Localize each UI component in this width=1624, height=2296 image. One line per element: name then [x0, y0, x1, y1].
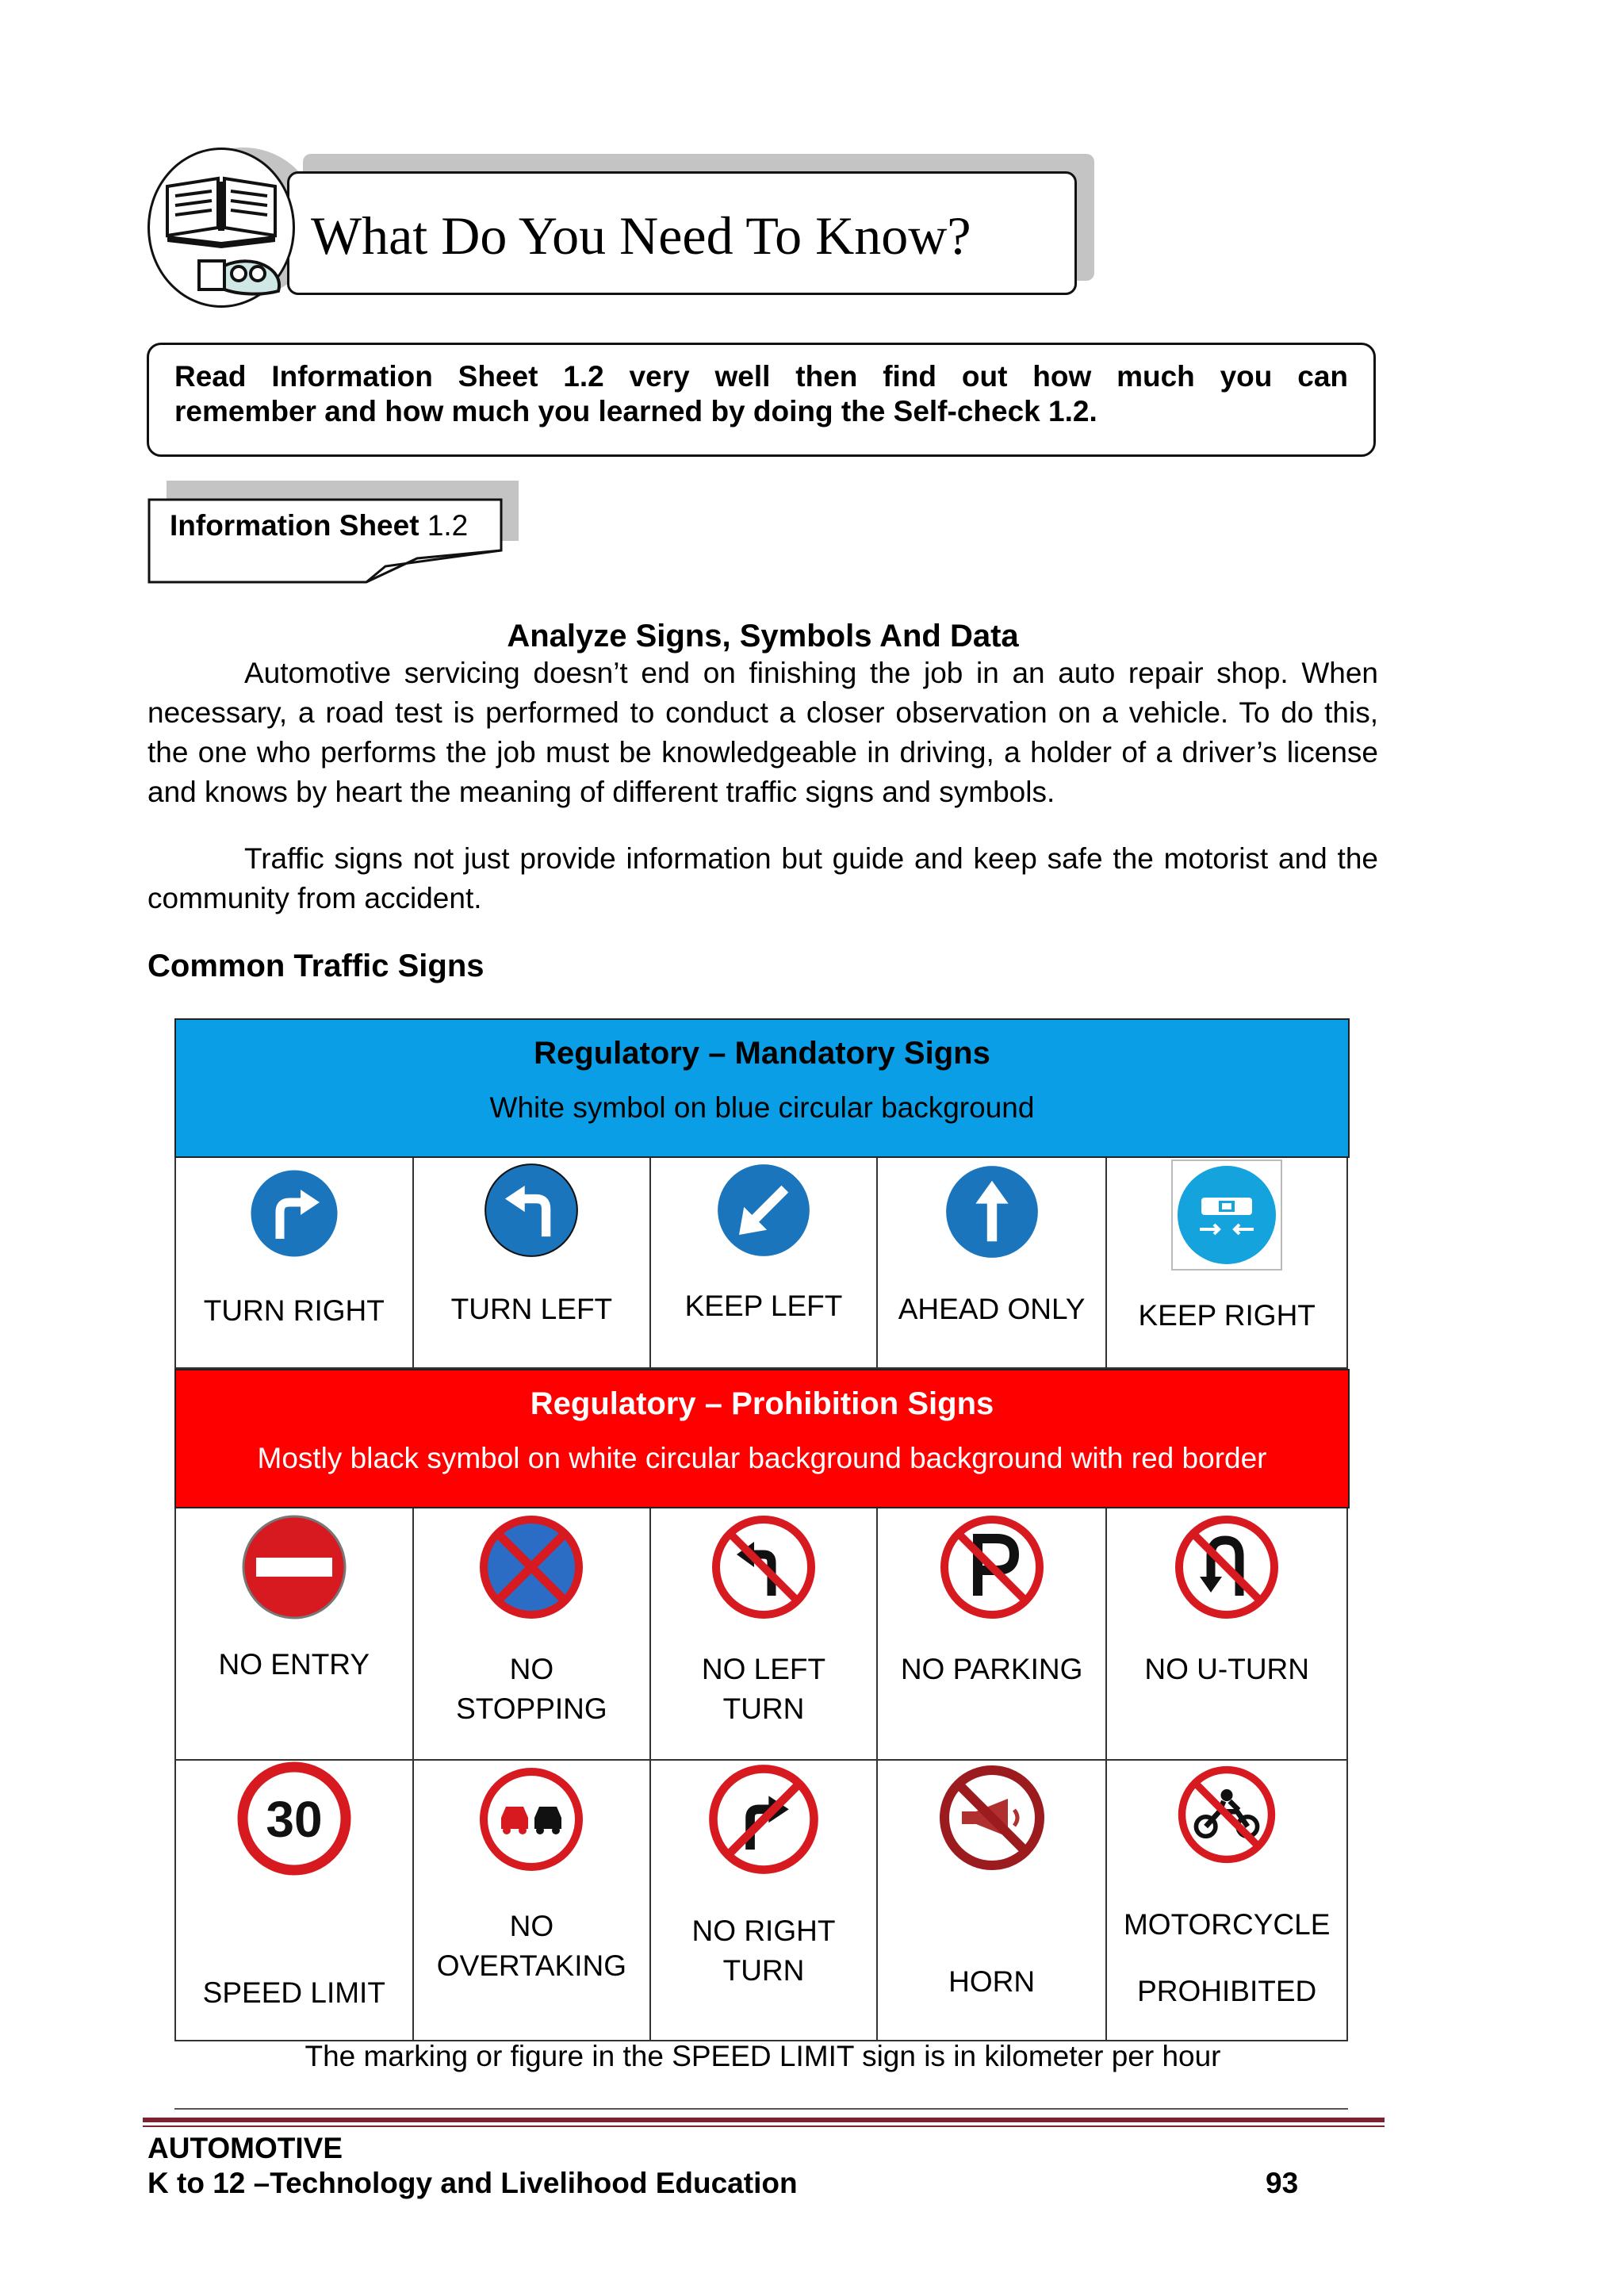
- turn-left-sign-icon: [482, 1161, 580, 1259]
- sign-label: NO: [509, 1653, 554, 1685]
- sign-label: NO ENTRY: [218, 1648, 370, 1681]
- no-parking-sign-icon: [938, 1513, 1046, 1621]
- prohibition-sign-row-1: [174, 1508, 1348, 1761]
- info-sheet-number: 1.2: [427, 509, 469, 542]
- page-title: What Do You Need To Know?: [311, 205, 971, 266]
- sign-cell-horn: [878, 1761, 1108, 2040]
- no-horn-sign-icon: [938, 1764, 1046, 1872]
- prohibition-title: Regulatory – Prohibition Signs: [530, 1386, 994, 1421]
- footer-course: K to 12 –Technology and Livelihood Education: [147, 2167, 798, 2199]
- sign-cell-no-entry: [176, 1508, 414, 1759]
- no-entry-sign-icon: [240, 1513, 348, 1621]
- info-sheet-label: [170, 509, 468, 542]
- sign-cell-no-right-turn: [651, 1761, 878, 2040]
- instruction-box: [147, 343, 1376, 457]
- sign-cell-keep-left: [651, 1158, 878, 1367]
- sign-cell-no-parking: [878, 1508, 1108, 1759]
- turn-right-sign-icon: [247, 1166, 342, 1261]
- footer-rule-secondary: [143, 2125, 1385, 2127]
- ahead-only-sign-icon: [943, 1163, 1041, 1261]
- sign-label: SPEED LIMIT: [202, 1976, 385, 2009]
- sign-cell-no-overtaking: [414, 1761, 652, 2040]
- sign-label: MOTORCYCLE: [1123, 1908, 1331, 1941]
- sign-label: NO U-TURN: [1144, 1653, 1309, 1685]
- paragraph-2-text: Traffic signs not just provide information but guide and keep safe the motorist and the community from accident.: [147, 842, 1378, 914]
- paragraph-1-text: Automotive servicing doesn’t end on finishing the job in an auto repair shop. When necessary, a road test is performed to conduct a closer observation on a vehicle. To do this, the one who performs the job must be knowledgeable in driving, a holder of a driver’s license and knows by heart the meaning of different traffic signs and symbols.: [147, 657, 1378, 808]
- sign-label: TURN RIGHT: [203, 1294, 385, 1327]
- sign-cell-no-left-turn: [651, 1508, 878, 1759]
- sign-cell-turn-right: [176, 1158, 414, 1367]
- sign-cell-turn-left: [414, 1158, 652, 1367]
- paragraph-1: [147, 654, 1378, 812]
- mandatory-sign-row: [174, 1158, 1348, 1369]
- sign-label: TURN: [722, 1954, 805, 1987]
- sign-label: STOPPING: [456, 1692, 607, 1725]
- prohibition-sign-row-2: [174, 1761, 1348, 2041]
- mandatory-title: Regulatory – Mandatory Signs: [534, 1036, 990, 1071]
- sign-label: NO RIGHT: [691, 1915, 836, 1947]
- sign-label: NO: [509, 1910, 554, 1942]
- page-number: 93: [1266, 2167, 1299, 2199]
- sign-cell-ahead-only: [878, 1158, 1108, 1367]
- book-reader-icon: [150, 150, 293, 305]
- footer-subject: AUTOMOTIVE: [147, 2132, 343, 2164]
- sign-label: KEEP LEFT: [684, 1290, 843, 1322]
- section-title: Analyze Signs, Symbols And Data: [507, 619, 1019, 654]
- no-u-turn-sign-icon: [1173, 1513, 1281, 1621]
- instruction-line-2: remember and how much you learned by doing the Self-check 1.2.: [174, 395, 1097, 427]
- sign-label: KEEP RIGHT: [1138, 1299, 1316, 1332]
- info-sheet-label-text: Information Sheet: [170, 509, 419, 542]
- sign-cell-no-u-turn: [1107, 1508, 1346, 1759]
- sign-cell-motorcycle-prohibited: [1107, 1761, 1346, 2040]
- speed-limit-value: 30: [266, 1791, 323, 1848]
- prohibition-band: [174, 1369, 1350, 1508]
- footer-rule: [143, 2118, 1385, 2122]
- no-motorcycle-sign-icon: [1176, 1764, 1277, 1865]
- sign-label: NO LEFT: [701, 1653, 826, 1685]
- sign-label: HORN: [948, 1965, 1036, 1998]
- keep-right-sign-icon: [1171, 1159, 1282, 1271]
- mandatory-subtitle: White symbol on blue circular background: [489, 1091, 1035, 1124]
- sign-label: AHEAD ONLY: [898, 1293, 1086, 1325]
- common-signs-title: Common Traffic Signs: [147, 949, 485, 983]
- sign-label: TURN: [722, 1692, 805, 1725]
- instruction-line-1: Read Information Sheet 1.2 very well then find out how much you can: [174, 360, 1348, 393]
- sign-cell-keep-right: [1107, 1158, 1346, 1367]
- sign-cell-no-stopping: [414, 1508, 652, 1759]
- sign-cell-speed-limit: [176, 1761, 414, 2040]
- prohibition-subtitle: Mostly black symbol on white circular background background with red border: [257, 1442, 1267, 1474]
- no-left-turn-sign-icon: [710, 1513, 818, 1621]
- sign-label: PROHIBITED: [1137, 1975, 1317, 2007]
- speed-limit-note: The marking or figure in the SPEED LIMIT sign is in kilometer per hour: [304, 2040, 1221, 2072]
- keep-left-sign-icon: [714, 1161, 813, 1259]
- no-stopping-sign-icon: [477, 1513, 585, 1621]
- sign-label: NO PARKING: [900, 1653, 1083, 1685]
- no-overtaking-sign-icon: [477, 1765, 585, 1873]
- header-icon-circle: [147, 148, 295, 308]
- footer-thin-rule: [174, 2108, 1348, 2110]
- paragraph-2: [147, 839, 1378, 918]
- speed-limit-sign-icon: [236, 1761, 352, 1876]
- sign-label: TURN LEFT: [450, 1293, 613, 1325]
- mandatory-band: [174, 1018, 1350, 1158]
- no-right-turn-sign-icon: [707, 1762, 821, 1876]
- sign-label: OVERTAKING: [436, 1949, 626, 1982]
